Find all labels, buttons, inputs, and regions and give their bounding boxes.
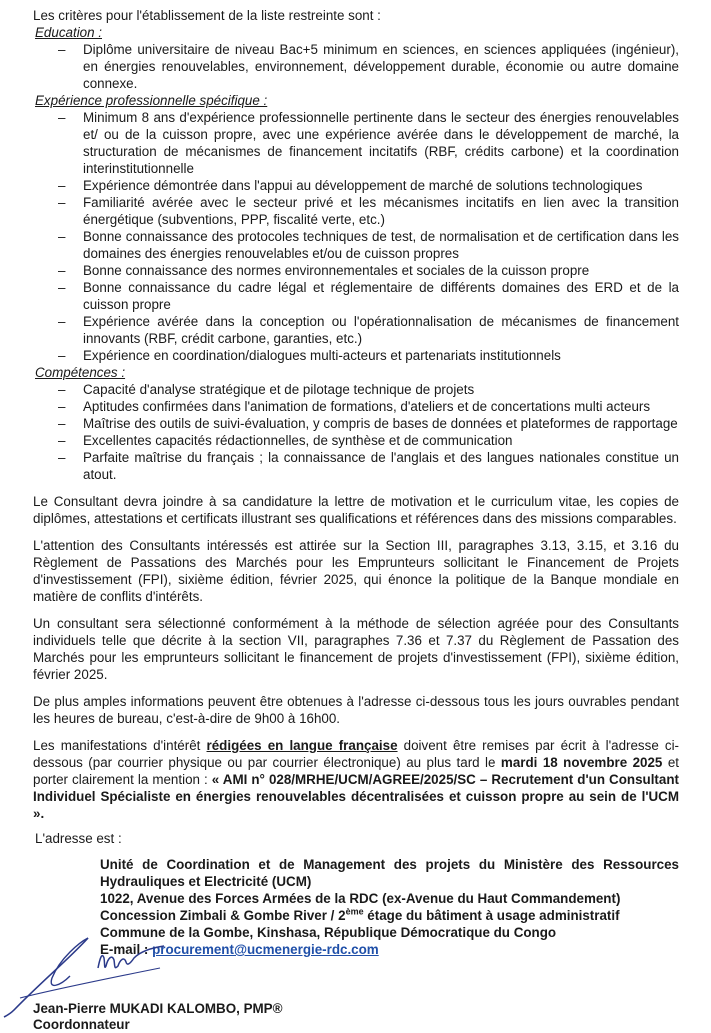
candidature-paragraph: Le Consultant devra joindre à sa candidature la lettre de motivation et le curriculum vitae, les copies de diplômes, attestations et certificats illustrant ses qualifications et références dans des missions comparables. [33, 494, 679, 526]
submission-text: Les manifestations d'intérêt [33, 738, 207, 753]
submission-text: doivent être remises par écrit à l'adresse ci-dessous (par courrier physique ou par courrier électronique) au plus tard le [33, 738, 680, 770]
list-item: – Bonne connaissance des normes environnementales et sociales de la cuisson propre [58, 262, 679, 279]
list-item: – Bonne connaissance des protocoles techniques de test, de normalisation et de certification dans les domaines des énergies renouvelables et/ou de cuisson propres [58, 228, 679, 262]
info-paragraph: De plus amples informations peuvent être obtenues à l'adresse ci-dessous tous les jours ouvrables pendant les heures de bureau, c'est-à-dire de 9h00 à 16h00. [33, 694, 679, 726]
signatory-role: Coordonnateur [33, 1017, 130, 1032]
experience-heading: Expérience professionnelle spécifique : [35, 93, 268, 108]
competences-list [33, 381, 679, 483]
deadline-date: mardi 18 novembre 2025 [500, 755, 663, 770]
submission-paragraph [33, 737, 679, 822]
submission-text: et porter clairement la mention : [33, 755, 679, 787]
address-label: L'adresse est : [35, 831, 122, 846]
address-line: Unité de Coordination et de Management des projets du Ministère des Ressources Hydrauliques et Electricité (UCM) [100, 857, 679, 889]
address-line: 1022, Avenue des Forces Armées de la RDC (ex-Avenue du Haut Commandement) [100, 891, 621, 906]
floor-suffix: ème [345, 906, 364, 917]
address-line [100, 907, 679, 924]
list-item: – Aptitudes confirmées dans l'animation de formations, d'ateliers et de concertations multi acteurs [58, 398, 679, 415]
list-item: – Expérience démontrée dans l'appui au développement de marché de solutions technologiques [58, 177, 679, 194]
education-list [33, 41, 679, 92]
signatory-name: Jean-Pierre MUKADI KALOMBO, PMP® [33, 1001, 283, 1016]
email-label: E-mail : [100, 942, 153, 957]
education-heading: Education : [35, 25, 102, 40]
reference-mention: « AMI n° 028/MRHE/UCM/AGREE/2025/SC – Recrutement d'un Consultant Individuel Spécialiste en énergies renouvelables décentralisées et cuisson propre au sein de l'UCM ». [33, 772, 679, 821]
list-item: – Bonne connaissance du cadre légal et réglementaire de différents domaines des ERD et de la cuisson propre [58, 279, 679, 313]
experience-list [33, 109, 679, 364]
list-item: – Minimum 8 ans d'expérience professionnelle pertinente dans le secteur des énergies renouvelables et/ ou de la cuisson propre, avec une expérience avérée dans le développement de marché, la structuration de mécanismes de financement incitatifs (RBF, crédits carbone) et la coordination interinstitutionnelle [58, 109, 679, 177]
list-item: – Excellentes capacités rédactionnelles, de synthèse et de communication [58, 432, 679, 449]
list-item: – Familiarité avérée avec le secteur privé et les mécanismes incitatifs en lien avec la transition énergétique (subventions, PPP, fiscalité verte, etc.) [58, 194, 679, 228]
selection-paragraph: Un consultant sera sélectionné conformément à la méthode de sélection agréée pour des Consultants individuels telle que décrite à la section VII, paragraphes 7.36 et 7.37 du Règlement de Passation des Marchés pour les emprunteurs sollicitant le financement de projets d'investissement (FPI), sixième édition, février 2025. [33, 616, 679, 682]
list-item: – Maîtrise des outils de suivi-évaluation, y compris de bases de données et plateformes de rapportage [58, 415, 679, 432]
address-text: étage du bâtiment à usage administratif [363, 908, 620, 923]
conflict-paragraph: L'attention des Consultants intéressés est attirée sur la Section III, paragraphes 3.13, 3.15, et 3.16 du Règlement de Passations des Marchés pour les Emprunteurs sollicitant le Financement de Projets d'investissement (FPI), sixième édition, février 2025, qui énonce la politique de la Banque mondiale en matière de conflits d'intérêts. [33, 538, 679, 604]
list-item: – Parfaite maîtrise du français ; la connaissance de l'anglais et des langues nationales constitue un atout. [58, 449, 679, 483]
address-line: Commune de la Gombe, Kinshasa, République Démocratique du Congo [100, 925, 557, 940]
list-item: – Capacité d'analyse stratégique et de pilotage technique de projets [58, 381, 679, 398]
list-item: – Expérience en coordination/dialogues multi-acteurs et partenariats institutionnels [58, 347, 679, 364]
address-text: Concession Zimbali & Gombe River / 2 [100, 908, 346, 923]
document-page [33, 7, 679, 958]
competences-heading: Compétences : [35, 365, 126, 380]
list-item: – Expérience avérée dans la conception ou l'opérationnalisation de mécanismes de financement innovants (RBF, crédit carbone, garanties, etc.) [58, 313, 679, 347]
intro-text: Les critères pour l'établissement de la liste restreinte sont : [33, 8, 381, 23]
list-item: – Diplôme universitaire de niveau Bac+5 minimum en sciences, en sciences appliquées (ingénieur), en énergies renouvelables, environnement, développement durable, économie ou autre domaine connexe. [58, 41, 679, 92]
email-link[interactable]: procurement@ucmenergie-rdc.com [152, 942, 379, 957]
language-requirement: rédigées en langue française [206, 738, 398, 753]
